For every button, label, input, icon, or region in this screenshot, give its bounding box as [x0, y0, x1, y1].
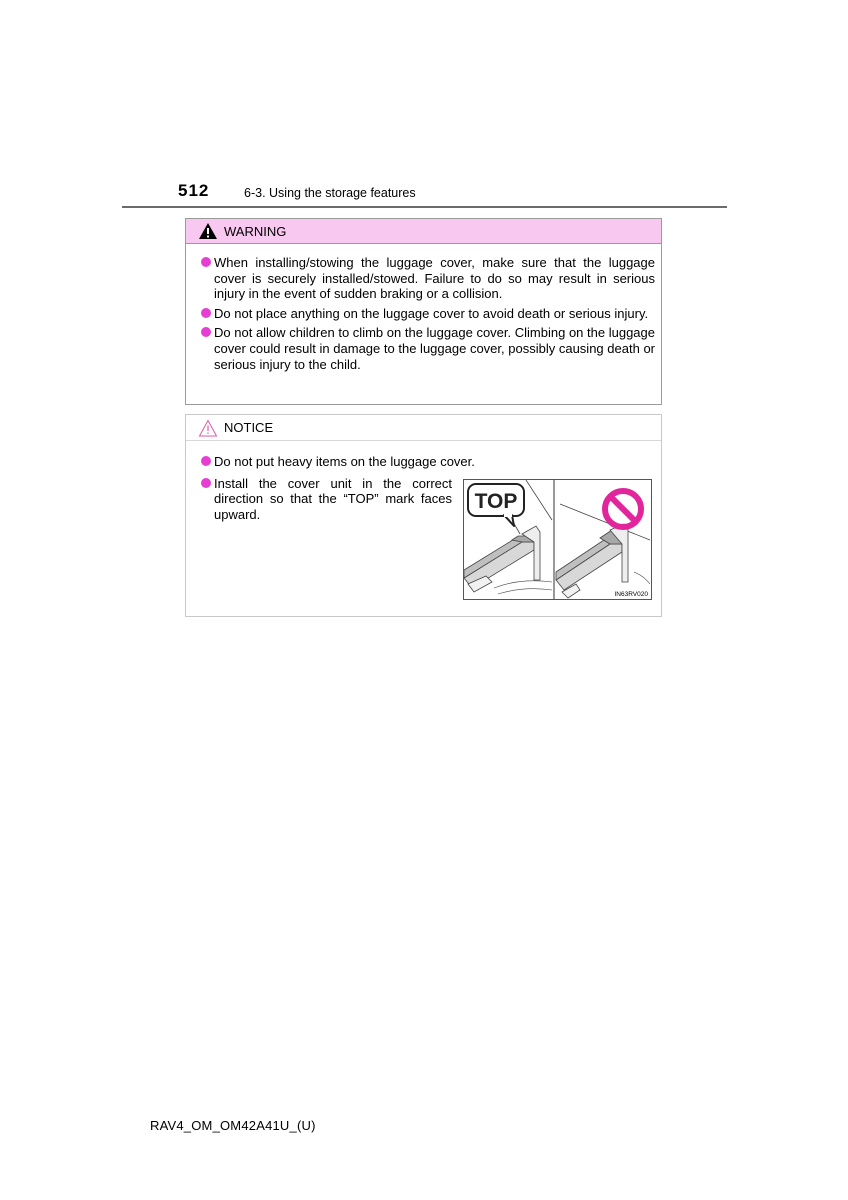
warning-header [186, 219, 661, 244]
top-mark-label: TOP [474, 490, 518, 513]
notice-box [185, 414, 662, 617]
notice-bullet-2: Install the cover unit in the correct direction so that the “TOP” mark faces upward. [214, 476, 452, 523]
bullet-dot-icon [201, 257, 211, 267]
bullet-dot-icon [201, 478, 211, 488]
warning-bullet-3: Do not allow children to climb on the luggage cover. Climbing on the luggage cover could result in damage to the luggage cover, possibly causing death or serious injury to the child. [214, 325, 655, 372]
figure-code: IN63RV020 [614, 591, 648, 598]
warning-list [186, 244, 661, 372]
warning-title: WARNING [224, 223, 287, 239]
warning-box [185, 218, 662, 405]
bullet-dot-icon [201, 456, 211, 466]
prohibited-icon [605, 491, 641, 527]
warning-bullet-1: When installing/stowing the luggage cover, make sure that the luggage cover is securely installed/stowed. Failure to do so may result in serious injury in the event of sudden braking or a collision. [214, 255, 655, 302]
notice-triangle-icon [198, 419, 218, 437]
section-title: 6-3. Using the storage features [244, 186, 416, 200]
top-callout [468, 484, 524, 526]
warning-bullet-2: Do not place anything on the luggage cover to avoid death or serious injury. [214, 306, 655, 322]
notice-header [186, 415, 661, 441]
cover-orientation-figure [463, 479, 652, 600]
notice-bullet-1: Do not put heavy items on the luggage cover. [214, 454, 661, 470]
page-number: 512 [178, 181, 210, 200]
notice-title: NOTICE [224, 420, 274, 435]
bullet-dot-icon [201, 327, 211, 337]
warning-triangle-icon [198, 222, 218, 240]
footer-doc-code: RAV4_OM_OM42A41U_(U) [150, 1118, 316, 1133]
bullet-dot-icon [201, 308, 211, 318]
header-rule [122, 206, 727, 208]
